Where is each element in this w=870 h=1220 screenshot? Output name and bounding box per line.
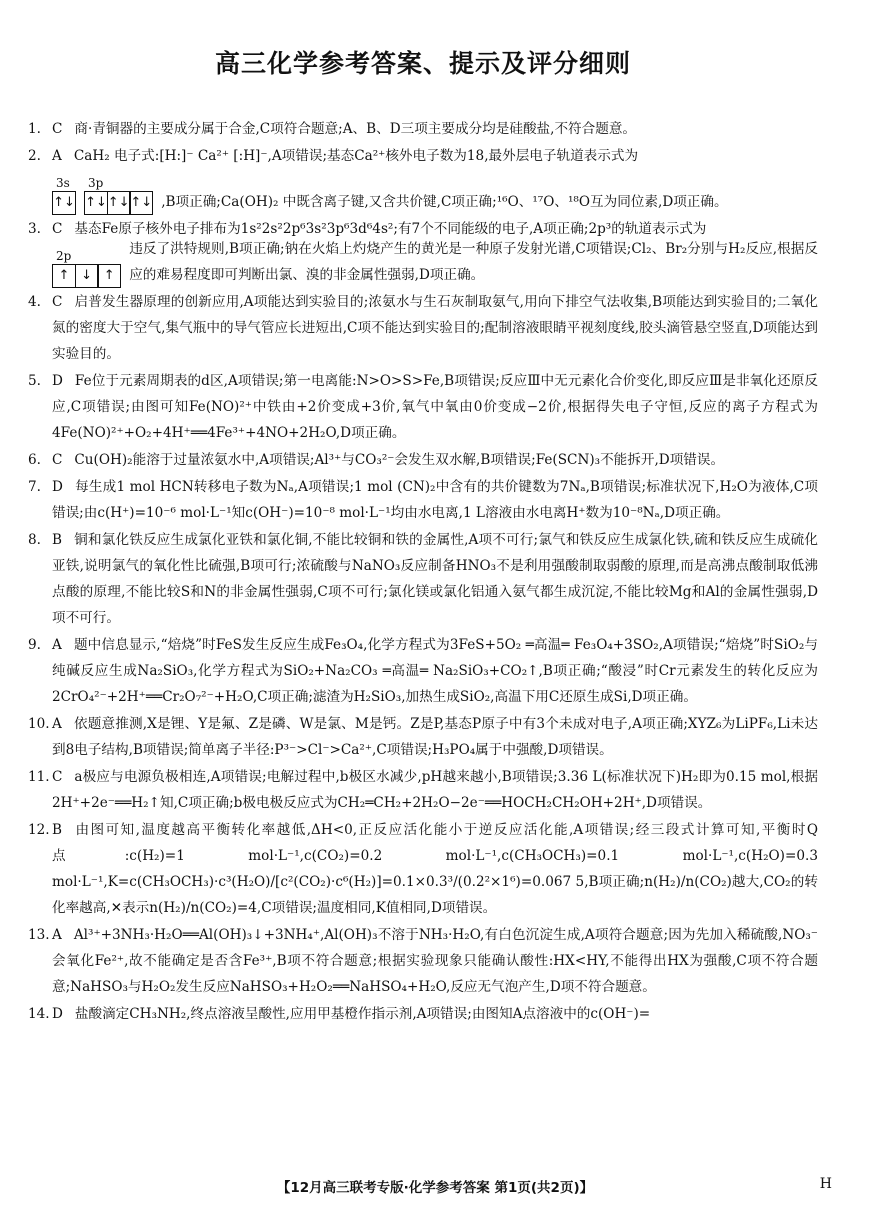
answer-item xyxy=(28,817,818,921)
answer-item xyxy=(28,368,818,446)
answer-explanation xyxy=(52,711,818,763)
answer-choice: D xyxy=(52,1006,63,1022)
answer-explanation xyxy=(52,447,818,473)
question-number: 13. xyxy=(28,927,50,943)
answer-choice: A xyxy=(52,927,62,943)
answer-explanation xyxy=(52,143,818,169)
answer-explanation xyxy=(52,764,818,816)
explanation-text: 每生成1 mol HCN转移电子数为Nₐ,A项错误;1 mol (CN)₂中含有的共价键数为7Nₐ,B项错误;标准状况下,H₂O为液体,C项错误;由c(H⁺)=10⁻⁶ mol·L⁻¹知c(OH⁻)=10⁻⁸ mol·L⁻¹均由水电离,1 L溶液由水电离H⁺数为10⁻⁸Nₐ,D项正确。 xyxy=(52,479,818,521)
answer-item xyxy=(28,711,818,763)
answer-item xyxy=(28,216,818,288)
explanation-text: Fe位于元素周期表的d区,A项错误;第一电离能:N>O>S>Fe,B项错误;反应Ⅲ中无元素化合价变化,即反应Ⅲ是非氧化还原反应,C项错误;由图可知Fe(NO)²⁺中铁由+2价变成+3价,氧气中氧由0价变成−2价,根据得失电子守恒,反应的离子方程式为4Fe(NO)²⁺+O₂+4H⁺══4Fe³⁺+4NO+2H₂O,D项正确。 xyxy=(52,373,818,441)
explanation-text: a极应与电源负极相连,A项错误;电解过程中,b极区水减少,pH越来越小,B项错误;3.36 L(标准状况下)H₂即为0.15 mol,根据2H⁺+2e⁻══H₂↑知,C项正确;b极电极反应式为CH₂═CH₂+2H₂O−2e⁻══HOCH₂CH₂OH+2H⁺,D项错误。 xyxy=(52,769,818,811)
answer-explanation xyxy=(52,289,818,367)
explanation-text: Cu(OH)₂能溶于过量浓氨水中,A项错误;Al³⁺与CO₃²⁻会发生双水解,B项错误;Fe(SCN)₃不能拆开,D项错误。 xyxy=(74,452,725,468)
question-number: 6. xyxy=(28,452,41,468)
answer-choice: C xyxy=(52,121,63,137)
answer-item xyxy=(28,447,818,473)
question-number: 9. xyxy=(28,637,41,653)
answer-item xyxy=(28,474,818,526)
explanation-text: 题中信息显示,“焙烧”时FeS发生反应生成Fe₃O₄,化学方程式为3FeS+5O₂ ═高温═ Fe₃O₄+3SO₂,A项错误;“焙烧”时SiO₂与纯碱反应生成Na₂SiO₃,化学方程式为SiO₂+Na₂CO₃ ═高温═ Na₂SiO₃+CO₂↑,B项正确;“酸浸”时Cr元素发生的转化反应为2CrO₄²⁻+2H⁺══Cr₂O₇²⁻+H₂O,C项正确;滤渣为H₂SiO₃,加热生成SiO₂,高温下用C还原生成Si,D项正确。 xyxy=(52,637,818,705)
answer-item xyxy=(28,143,818,215)
answer-item xyxy=(28,116,818,142)
orbital-box: ↑↓ xyxy=(52,191,76,215)
question-number: 10. xyxy=(28,716,50,732)
answer-explanation xyxy=(52,632,818,710)
orbital-label: 3s xyxy=(56,176,70,190)
orbital-label: 2p xyxy=(56,249,72,263)
answer-choice: C xyxy=(52,769,63,785)
answer-choice: B xyxy=(52,532,62,548)
question-number: 1. xyxy=(28,121,41,137)
orbital-box: ↑ xyxy=(97,264,121,288)
answer-choice: A xyxy=(52,148,62,164)
answer-choice: C xyxy=(52,221,63,237)
explanation-text: 依题意推测,X是锂、Y是氟、Z是磷、W是氯、M是钙。Z是P,基态P原子中有3个未成对电子,A项正确;XYZ₆为LiPF₆,Li未达到8电子结构,B项错误;简单离子半径:P³⁻>Cl⁻>Ca²⁺,C项错误;H₃PO₄属于中强酸,D项错误。 xyxy=(52,716,818,758)
answer-explanation xyxy=(52,1001,818,1027)
answer-choice: D xyxy=(52,479,63,495)
answer-choice: A xyxy=(52,637,62,653)
answer-choice: C xyxy=(52,294,63,310)
question-number: 3. xyxy=(28,221,41,237)
answer-list xyxy=(28,116,818,1027)
question-number: 12. xyxy=(28,822,50,838)
answer-choice: B xyxy=(52,822,62,838)
orbital-group xyxy=(84,176,153,215)
page-footer: 【12月高三联考专版·化学参考答案 第1页(共2页)】 xyxy=(276,1180,594,1196)
explanation-text: 商·青铜器的主要成分属于合金,C项符合题意;A、B、D三项主要成分均是硅酸盐,不符合题意。 xyxy=(74,121,637,137)
answer-explanation xyxy=(52,922,818,1000)
orbital-box: ↑ xyxy=(52,264,76,288)
explanation-text: Al³⁺+3NH₃·H₂O══Al(OH)₃↓+3NH₄⁺,Al(OH)₃不溶于NH₃·H₂O,有白色沉淀生成,A项符合题意;因为先加入稀硫酸,NO₃⁻会氧化Fe²⁺,故不能确定是否含Fe³⁺,B项不符合题意;根据实验现象只能确认酸性:HX<HY,不能得出HX为强酸,C项不符合题意;NaHSO₃与H₂O₂发生反应NaHSO₃+H₂O₂══NaHSO₄+H₂O,反应无气泡产生,D项不符合题意。 xyxy=(52,927,818,995)
explanation-text: 铜和氯化铁反应生成氯化亚铁和氯化铜,不能比较铜和铁的金属性,A项不可行;氯气和铁反应生成氯化铁,硫和铁反应生成硫化亚铁,说明氯气的氧化性比硫强,B项可行;浓硫酸与NaNO₃反应制备HNO₃不是利用强酸制取弱酸的原理,而是高沸点酸制取低沸点酸的原理,不能比较S和N的非金属性强弱,C项不可行;氯化镁或氯化铝通入氨气都生成沉淀,不能比较Mg和Al的金属性强弱,D项不可行。 xyxy=(52,532,818,626)
answer-choice: C xyxy=(52,452,63,468)
answer-explanation xyxy=(52,817,818,921)
answer-item xyxy=(28,289,818,367)
explanation-text: 基态Fe原子核外电子排布为1s²2s²2p⁶3s²3p⁶3d⁶4s²;有7个不同能级的电子,A项正确;2p³的轨道表示式为 xyxy=(74,221,707,237)
orbital-diagram xyxy=(52,241,818,288)
orbital-box: ↑↓ xyxy=(107,191,131,215)
answer-item xyxy=(28,764,818,816)
answer-explanation xyxy=(52,116,818,142)
answer-choice: D xyxy=(52,373,63,389)
answer-item xyxy=(28,632,818,710)
explanation-continued: 违反了洪特规则,B项正确;钠在火焰上灼烧产生的黄光是一种原子发射光谱,C项错误;Cl₂、Br₂分别与H₂反应,根据反应的难易程度即可判断出氯、溴的非金属性强弱,D项正确。 xyxy=(129,241,818,283)
answer-explanation xyxy=(52,474,818,526)
answer-choice: A xyxy=(52,716,62,732)
version-code: H xyxy=(819,1176,832,1192)
orbital-box: ↑↓ xyxy=(129,191,153,215)
explanation-continued: ,B项正确;Ca(OH)₂ 中既含离子键,又含共价键,C项正确;¹⁶O、¹⁷O、¹⁸O互为同位素,D项正确。 xyxy=(161,194,728,210)
answer-explanation xyxy=(52,527,818,631)
orbital-group xyxy=(52,249,121,288)
question-number: 7. xyxy=(28,479,41,495)
question-number: 8. xyxy=(28,532,41,548)
orbital-box: ↑↓ xyxy=(84,191,108,215)
answer-item xyxy=(28,1001,818,1027)
question-number: 5. xyxy=(28,373,41,389)
explanation-text: CaH₂ 电子式:[H:]⁻ Ca²⁺ [:H]⁻,A项错误;基态Ca²⁺核外电子数为18,最外层电子轨道表示式为 xyxy=(73,148,639,164)
question-number: 11. xyxy=(28,769,50,785)
answer-item xyxy=(28,527,818,631)
orbital-label: 3p xyxy=(88,176,104,190)
orbital-diagram xyxy=(52,171,818,215)
answer-item xyxy=(28,922,818,1000)
explanation-text: 由图可知,温度越高平衡转化率越低,ΔH<0,正反应活化能小于逆反应活化能,A项错误;经三段式计算可知,平衡时Q点:c(H₂)=1 mol·L⁻¹,c(CO₂)=0.2 mol·L⁻¹,c(CH₃OCH₃)=0.1 mol·L⁻¹,c(H₂O)=0.3 mol·L⁻¹,K=c(CH₃OCH₃)·c³(H₂O)/[c²(CO₂)·c⁶(H₂)]=0.1×0.3³/(0.2²×1⁶)=0.067 5,B项正确;n(H₂)/n(CO₂)越大,CO₂的转化率越高,✕表示n(H₂)/n(CO₂)=4,C项错误;温度相同,K值相同,D项错误。 xyxy=(52,822,818,916)
explanation-text: 启普发生器原理的创新应用,A项能达到实验目的;浓氨水与生石灰制取氨气,用向下排空气法收集,B项能达到实验目的;二氧化氮的密度大于空气,集气瓶中的导气管应长进短出,C项不能达到实验目的;配制溶液眼睛平视刻度线,胶头滴管悬空竖直,D项能达到实验目的。 xyxy=(52,294,818,362)
question-number: 2. xyxy=(28,148,41,164)
orbital-box: ↓ xyxy=(75,264,99,288)
page-title: 高三化学参考答案、提示及评分细则 xyxy=(214,49,631,78)
answer-explanation xyxy=(52,368,818,446)
question-number: 4. xyxy=(28,294,41,310)
orbital-group xyxy=(52,176,76,215)
explanation-text: 盐酸滴定CH₃NH₂,终点溶液呈酸性,应用甲基橙作指示剂,A项错误;由图知A点溶液中的c(OH⁻)= xyxy=(74,1006,651,1022)
question-number: 14. xyxy=(28,1006,50,1022)
